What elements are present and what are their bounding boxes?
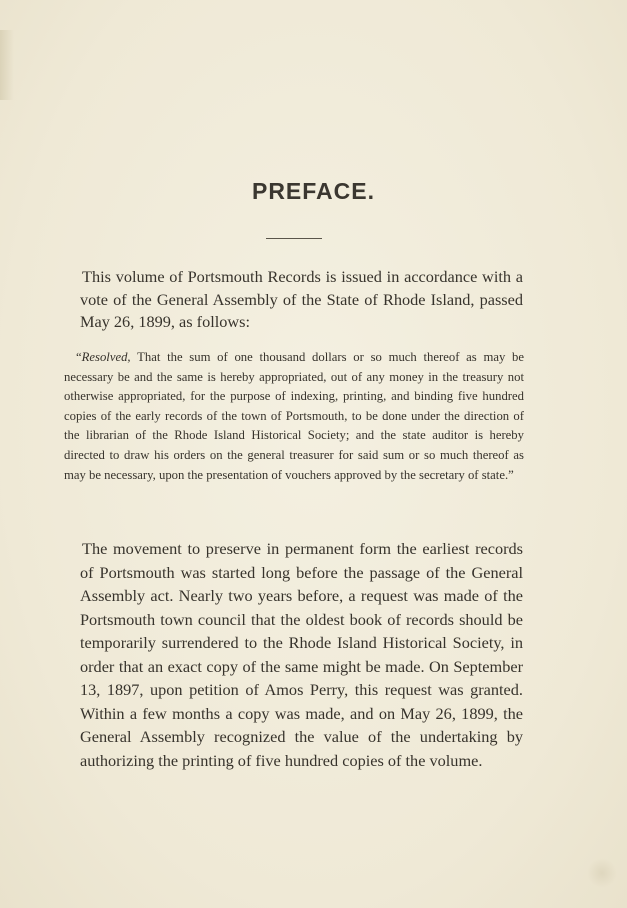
intro-paragraph: This volume of Portsmouth Records is issued in accordance with a vote of the General Assembly of the State of Rhode Island, passed May 26, 1899, as follows: bbox=[80, 267, 523, 331]
resolved-word: Resolved, bbox=[81, 350, 131, 364]
page-edge-shadow bbox=[0, 30, 14, 100]
page-title: PREFACE. bbox=[251, 178, 376, 204]
history-paragraph: The movement to preserve in permanent form the earliest records of Portsmouth was started long before the passage of the General Assembly act. Nearly two years before, a request was made of the Portsmouth town council that the oldest book of records should be temporarily surrendered to the Rhode Island Historical Society, in order that an exact copy of the same might be made. On September 13, 1897, upon petition of Amos Perry, this request was granted. Within a few months a copy was made, and on May 26, 1899, the General Assembly recognized the value of the undertaking by authorizing the printing of five hundred copies of the volume. bbox=[80, 539, 523, 770]
resolution-quote bbox=[64, 348, 524, 485]
quote-open-mark: “ bbox=[76, 350, 82, 364]
resolution-text: That the sum of one thousand dollars or so much thereof as may be necessary be and the same is hereby appropriated, out of any money in the treasury not otherwise appropriated, for the purpose of indexing, printing, and binding five hundred copies of the early records of the town of Portsmouth, to be done under the direction of the librarian of the Rhode Island Historical Society; and the state auditor is hereby directed to draw his orders on the general treasurer for said sum or so much thereof as may be necessary, upon the presentation of vouchers approved by the secretary of state.” bbox=[64, 350, 524, 482]
title-divider bbox=[266, 238, 322, 239]
paper-stain bbox=[587, 858, 617, 888]
